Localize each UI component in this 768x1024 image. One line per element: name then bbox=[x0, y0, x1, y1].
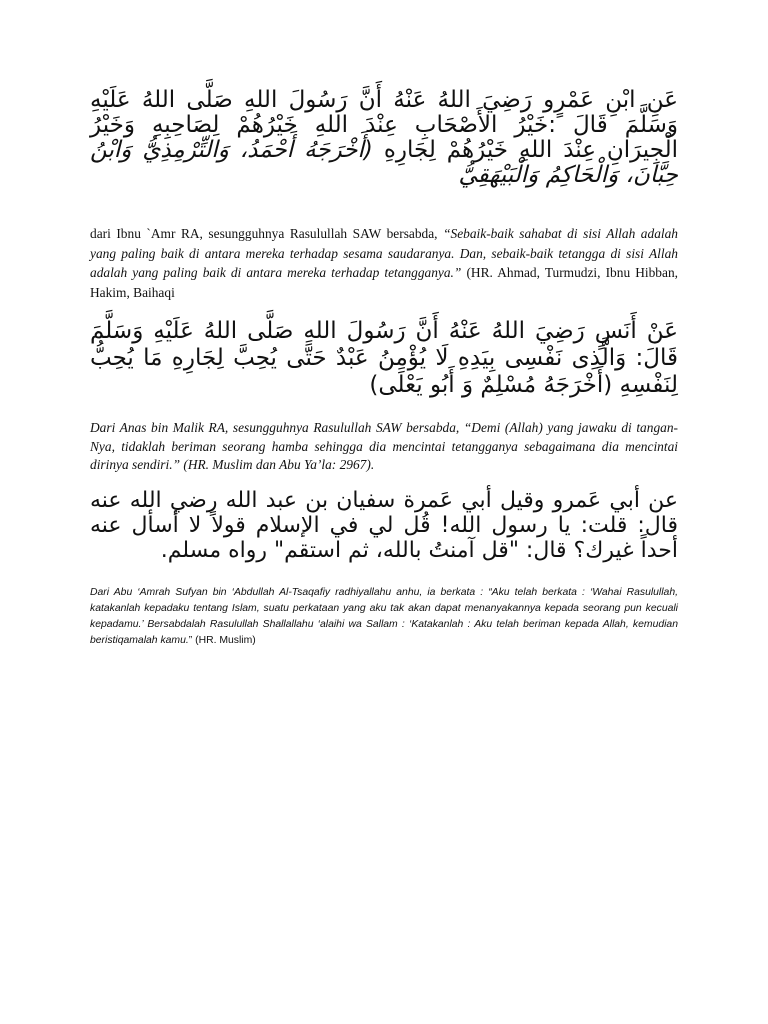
hadith-1-arabic-source: (أَخْرَجَهُ أَحْمَدُ، وَالتِّرْمِذِيُّ وَابْنُ حِبَّانَ، وَالْحَاكِمُ وَالْبَيْهَقِيُّ bbox=[90, 137, 678, 188]
hadith-1-arabic-text: عَنِ ابْنِ عَمْرٍو رَضِيَ اللهُ عَنْهُ أَنَّ رَسُولَ اللهِ صَلَّى اللهُ عَلَيْهِ وَسَلَّمَ قَالَ :خَيْرُ الأَصْحَابِ عِنْدَ اللهِ خَيْرُهُمْ لِصَاحِبِهِ وَخَيْرُ الْجِيرَانِ عِنْدَ اللهِ خَيْرُهُمْ لِجَارِهِ bbox=[90, 87, 678, 163]
document-page bbox=[90, 0, 678, 1024]
hadith-1-arabic bbox=[90, 88, 678, 188]
hadith-1-translation-source: (HR. Ahmad, Turmudzi, Ibnu Hibban, Hakim, Baihaqi bbox=[90, 265, 678, 300]
hadith-1-translation-intro: dari Ibnu `Amr RA, sesungguhnya Rasulullah SAW bersabda, bbox=[90, 226, 444, 241]
hadith-2-arabic: عَنْ أَنَسٍ رَضِيَ اللهُ عَنْهُ أَنَّ رَسُولَ اللهِ صَلَّى اللهُ عَلَيْهِ وَسَلَّمَ قَالَ: وَالَّذِى نَفْسِى بِيَدِهِ لَا يُؤْمِنُ عَبْدٌ حَتَّى يُحِبَّ لِجَارِهِ مَا يُحِبُّ لِنَفْسِهِ (أَخْرَجَهُ مُسْلِمٌ وَ أَبُو يَعْلَى) bbox=[90, 318, 678, 398]
hadith-2-translation: Dari Anas bin Malik RA, sesungguhnya Rasulullah SAW bersabda, “Demi (Allah) yang jawaku di tangan-Nya, tidaklah beriman seorang hamba sehingga dia mencintai tetangganya sebagaimana dia mencintai dirinya sendiri.” (HR. Muslim dan Abu Ya’la: 2967). bbox=[90, 420, 678, 472]
hadith-1-translation-quote: “Sebaik-baik sahabat di sisi Allah adalah yang paling baik di antara mereka terhadap sesama saudaranya. Dan, sebaik-baik tetangga di sisi Allah adalah yang paling baik di antara mereka terhadap tetangganya.” bbox=[90, 226, 679, 280]
hadith-3-translation-text: Dari Abu ‘Amrah Sufyan bin ‘Abdullah Al-Tsaqafiy radhiyallahu anhu, ia berkata : “Aku telah berkata : ‘Wahai Rasulullah, katakanlah kepadaku tentang Islam, suatu perkataan yang aku tak akan dapat menanyakannya kepada seorang pun kecuali kepadamu.’ Bersabdalah Rasulullah Shallallahu ‘alaihi wa Sallam : ‘Katakanlah : Aku telah beriman kepada Allah, kemudian beristiqamalah kamu. bbox=[90, 587, 678, 646]
hadith-3-translation bbox=[90, 585, 678, 649]
hadith-3-arabic: عن أبي عَمرو وقيل أبي عَمرة سفيان بن عبد الله رضي الله عنه قال: قلت: يا رسول الله! قُل لي في الإسلام قولاً لا أسأل عنه أحداً غيرك؟ قال: "قل آمنتُ بالله، ثم استقم" رواه مسلم. bbox=[90, 488, 678, 563]
hadith-1-translation bbox=[90, 224, 678, 302]
hadith-3-translation-source: ” (HR. Muslim) bbox=[188, 635, 256, 646]
